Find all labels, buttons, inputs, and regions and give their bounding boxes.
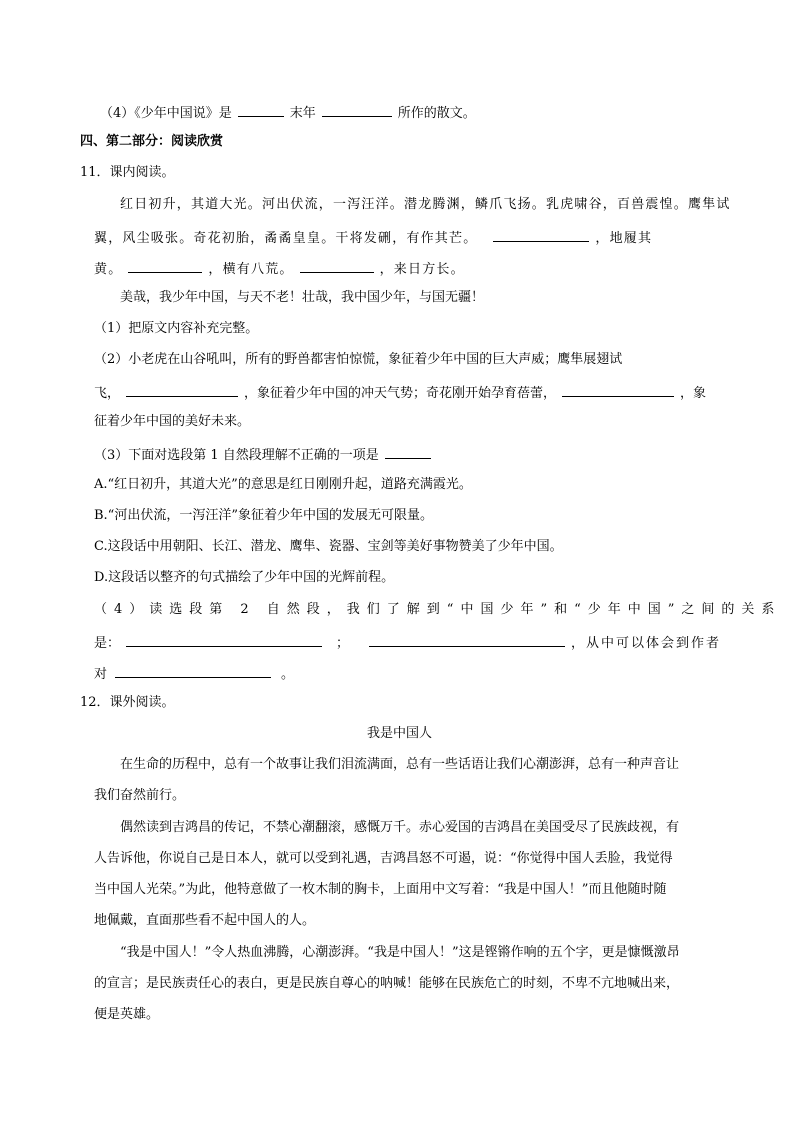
answer-blank[interactable]	[562, 382, 674, 397]
sub-question-4: （4）读选段第 2 自然段，我们了解到“中国少年”和“少年中国”之间的关系	[94, 602, 782, 617]
answer-blank[interactable]	[126, 382, 238, 397]
q12-heading: 12．课外阅读。	[80, 695, 175, 710]
sub-question-4-line: 对 。	[94, 663, 294, 684]
option-a: A.“红日初升，其道大光”的意思是红日刚刚升起，道路充满霞光。	[94, 477, 472, 492]
answer-blank[interactable]	[300, 258, 374, 273]
answer-blank[interactable]	[385, 444, 431, 459]
q4-mid: 末年	[289, 106, 316, 121]
essay-title: 我是中国人	[367, 726, 433, 741]
essay-line: “我是中国人！”令人热血沸腾，心潮澎湃。“我是中国人！”这是铿锵作响的五个字，更是慷慨激昂	[120, 945, 680, 960]
q4-prefix: （4）《少年中国说》是	[100, 106, 232, 121]
sub-question-4-line: 是： ； ，从中可以体会到作者	[94, 632, 721, 653]
answer-blank[interactable]	[369, 632, 565, 647]
essay-line: 我们奋然前行。	[94, 788, 186, 803]
option-d: D.这段话以整齐的句式描绘了少年中国的光辉前程。	[94, 570, 395, 585]
passage-line: 美哉，我少年中国，与天不老！壮哉，我中国少年，与国无疆！	[120, 290, 485, 305]
passage-line: 黄。 ，横有八荒。 ，来日方长。	[94, 258, 465, 279]
essay-line: 人告诉他，你说自己是日本人，就可以受到礼遇，吉鸿昌怒不可遏，说：“你觉得中国人丢脸，我觉得	[94, 851, 673, 866]
answer-blank[interactable]	[322, 102, 392, 117]
q4-line	[100, 102, 476, 123]
passage-line: 翼，风尘吸张。奇花初胎，矞矞皇皇。干将发硎，有作其芒。 ，地履其	[94, 227, 652, 248]
essay-line: 偶然读到吉鸿昌的传记，不禁心潮翻滚，感慨万千。赤心爱国的吉鸿昌在美国受尽了民族歧视，有	[120, 820, 680, 835]
section-heading: 四、第二部分：阅读欣赏	[80, 134, 224, 149]
essay-line: 便是英雄。	[94, 1007, 160, 1022]
passage-line: 红日初升，其道大光。河出伏流，一泻汪洋。潜龙腾渊，鳞爪飞扬。乳虎啸谷，百兽震惶。鹰隼试	[120, 197, 731, 212]
essay-line: 当中国人光荣。”为此，他特意做了一枚木制的胸卡，上面用中文写着：“我是中国人！”而且他随时随	[94, 882, 667, 897]
sub-question-3: （3）下面对选段第 1 自然段理解不正确的一项是	[94, 444, 437, 465]
answer-blank[interactable]	[128, 258, 202, 273]
sub-question-2-line: 飞， ，象征着少年中国的冲天气势；奇花刚开始孕育蓓蕾， ，象	[94, 382, 706, 403]
sub-question-2-line: 征着少年中国的美好未来。	[94, 414, 251, 429]
sub-question-2: （2）小老虎在山谷吼叫，所有的野兽都害怕惊慌，象征着少年中国的巨大声威；鹰隼展翅试	[94, 352, 623, 367]
answer-blank[interactable]	[493, 227, 589, 242]
essay-line: 地佩戴，直面那些看不起中国人的人。	[94, 913, 316, 928]
answer-blank[interactable]	[115, 663, 271, 678]
q4-suffix: 所作的散文。	[397, 106, 476, 121]
q11-heading: 11．课内阅读。	[80, 165, 175, 180]
option-c: C.这段话中用朝阳、长江、潜龙、鹰隼、瓷器、宝剑等美好事物赞美了少年中国。	[94, 539, 563, 554]
answer-blank[interactable]	[126, 632, 322, 647]
essay-line: 在生命的历程中，总有一个故事让我们泪流满面，总有一些话语让我们心潮澎湃，总有一种声音让	[120, 757, 680, 772]
sub-question-1: （1）把原文内容补充完整。	[94, 321, 259, 336]
answer-blank[interactable]	[238, 102, 284, 117]
option-b: B.“河出伏流，一泻汪洋”象征着少年中国的发展无可限量。	[94, 508, 433, 523]
essay-line: 的宣言；是民族责任心的表白，更是民族自尊心的呐喊！能够在民族危亡的时刻，不卑不亢地喊出来，	[94, 976, 680, 991]
